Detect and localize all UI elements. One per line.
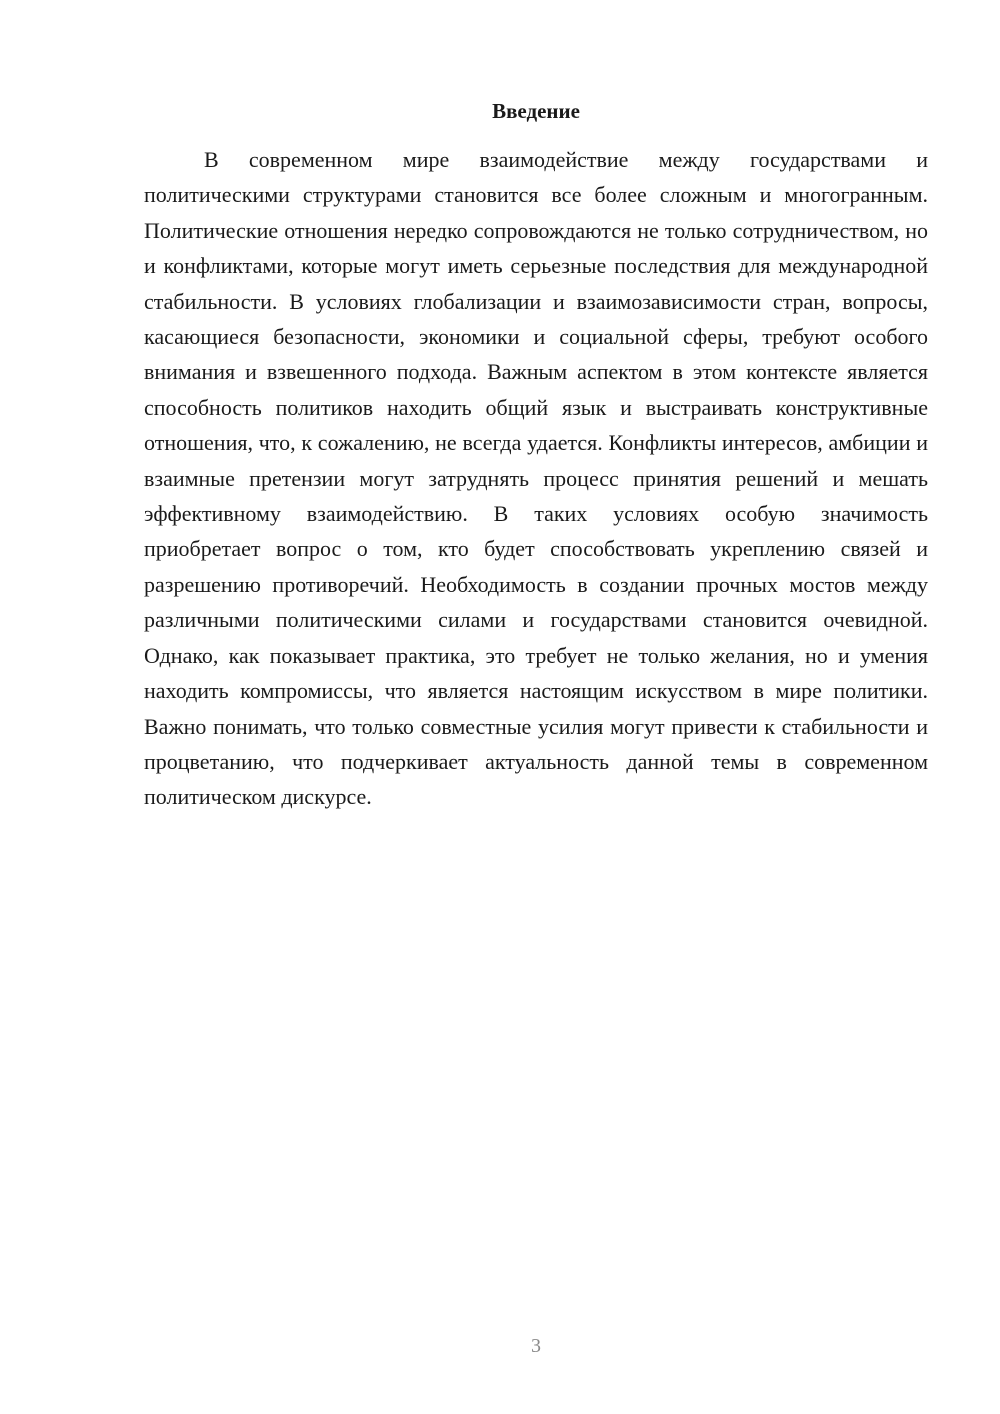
body-paragraph: В современном мире взаимодействие между государствами и политическими структурами становится все более сложным и многогранным. Политические отношения нередко сопровождаются не только сотрудничеством, но и конфликтами, которые могут иметь серьезные последствия для международной стабильности. В условиях глобализации и взаимозависимости стран, вопросы, касающиеся безопасности, экономики и социальной сферы, требуют особого внимания и взвешенного подхода. Важным аспектом в этом контексте является способность политиков находить общий язык и выстраивать конструктивные отношения, что, к сожалению, не всегда удается. Конфликты интересов, амбиции и взаимные претензии могут затруднять процесс принятия решений и мешать эффективному взаимодействию. В таких условиях особую значимость приобретает вопрос о том, кто будет способствовать укреплению связей и разрешению противоречий. Необходимость в создании прочных мостов между различными политическими силами и государствами становится очевидной. Однако, как показывает практика, это требует не только желания, но и умения находить компромиссы, что является настоящим искусством в мире политики. Важно понимать, что только совместные усилия могут привести к стабильности и процветанию, что подчеркивает актуальность данной темы в современном политическом дискурсе. [144,147,928,810]
page-number: 3 [531,1335,541,1357]
section-heading: Введение [492,99,580,123]
